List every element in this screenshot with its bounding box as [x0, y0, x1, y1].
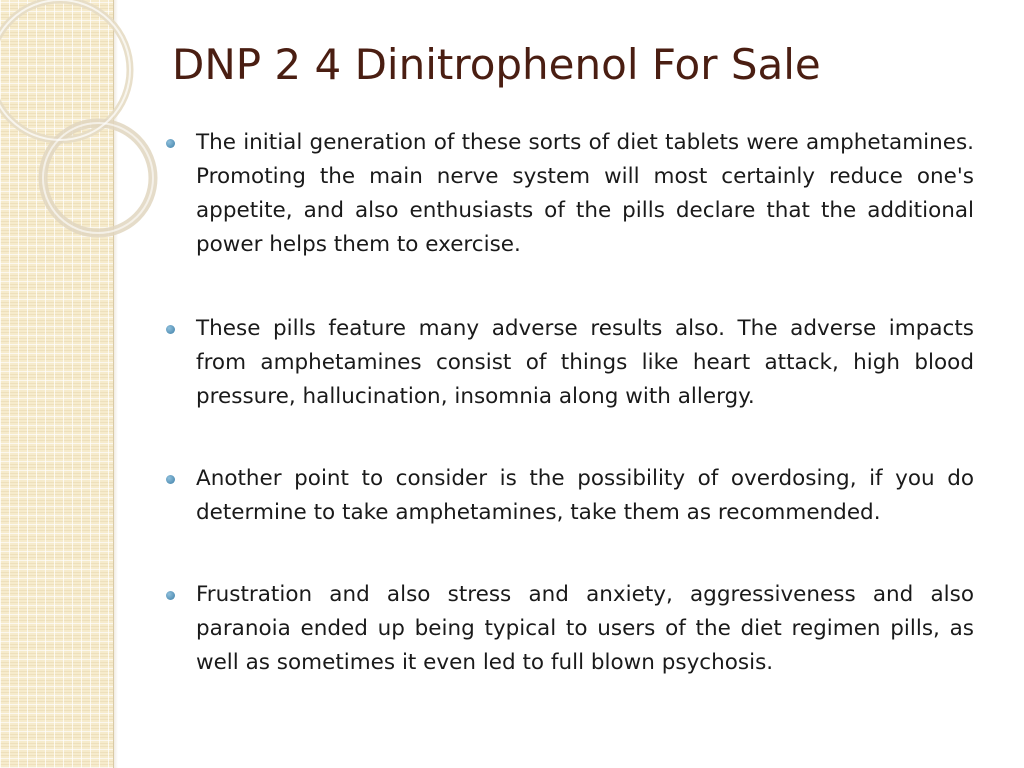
bullet-text: The initial generation of these sorts of diet tablets were amphetamines. Promoting the main nerve system will most certainly reduce one's appetite, and also enthusiasts of the pills declare that the additional power helps them to exercise.	[196, 130, 974, 257]
bullet-text: These pills feature many adverse results also. The adverse impacts from amphetamines consist of things like heart attack, high blood pressure, hallucination, insomnia along with allergy.	[196, 316, 974, 409]
bullet-item	[162, 462, 974, 530]
bullet-dot-icon	[166, 325, 175, 334]
bullet-dot-icon	[166, 591, 175, 600]
bullet-text: Another point to consider is the possibility of overdosing, if you do determine to take amphetamines, take them as recommended.	[196, 466, 974, 525]
bullet-item	[162, 126, 974, 262]
bullet-text: Frustration and also stress and anxiety, aggressiveness and also paranoia ended up being typical to users of the diet regimen pills, as well as sometimes it even led to full blown psychosis.	[196, 582, 974, 675]
bullet-item	[162, 578, 974, 680]
bullet-dot-icon	[166, 139, 175, 148]
decorative-rings	[0, 0, 140, 260]
slide-title: DNP 2 4 Dinitrophenol For Sale	[172, 40, 821, 89]
bullet-item	[162, 312, 974, 414]
bullet-list	[162, 126, 974, 680]
bullet-dot-icon	[166, 475, 175, 484]
